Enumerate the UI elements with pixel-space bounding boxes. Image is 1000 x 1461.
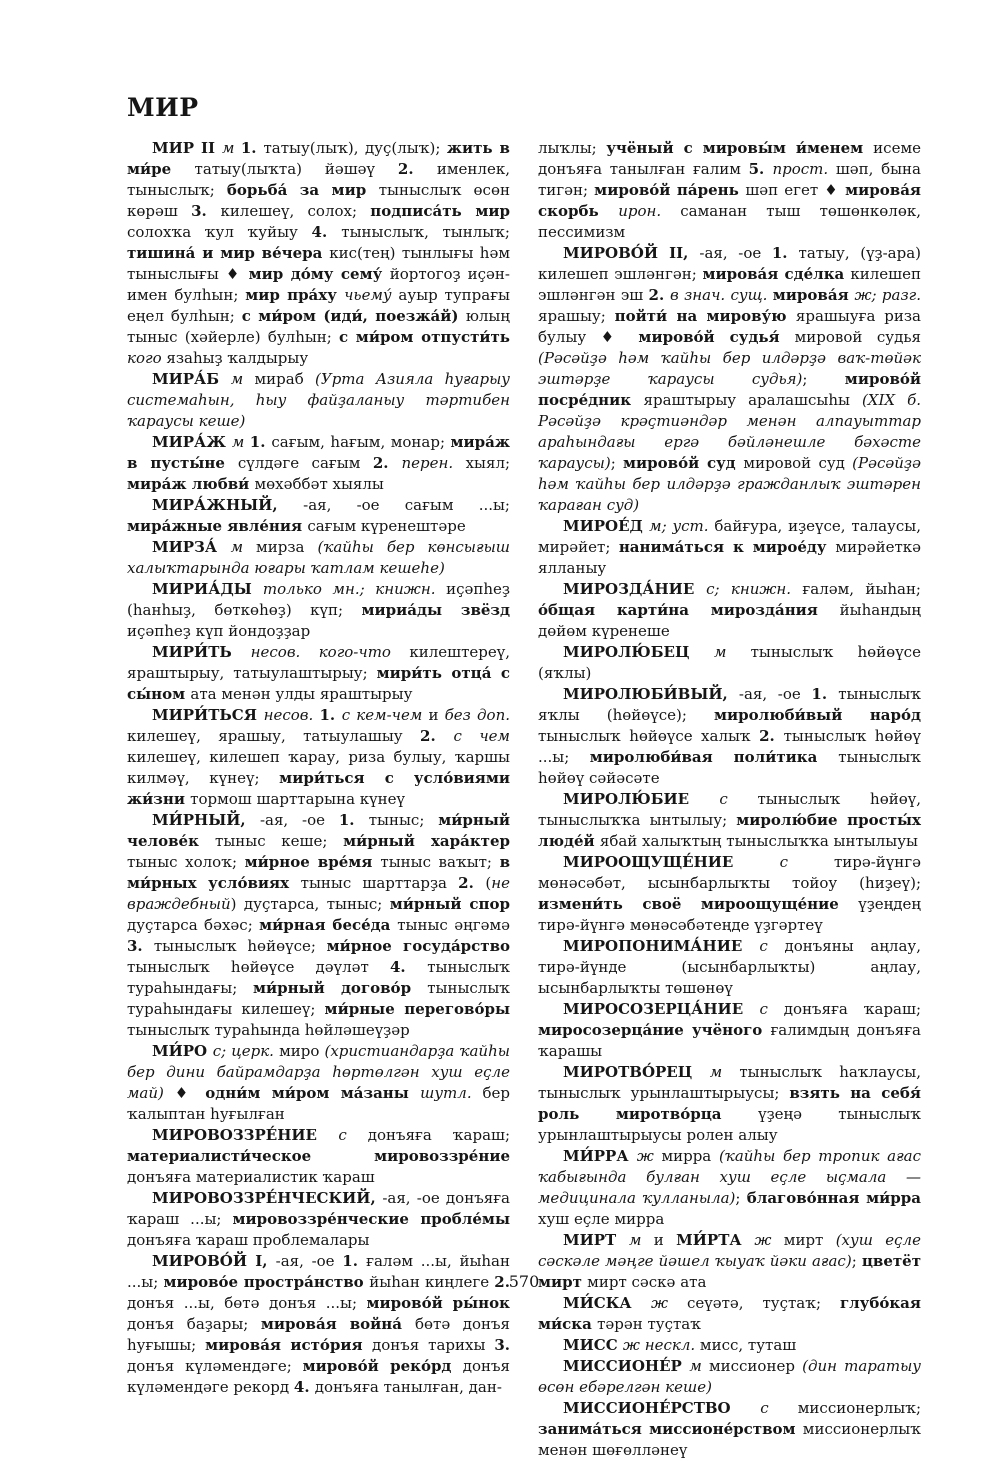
dictionary-entry bbox=[127, 495, 510, 537]
dictionary-entry bbox=[538, 999, 921, 1062]
entry-text-run: 2. bbox=[372, 454, 402, 472]
entry-text-run: борьба́ за мир bbox=[226, 181, 379, 199]
entry-text-run: ми́рный догово́р bbox=[253, 979, 428, 997]
entry-text-run: тыныслыҡ өсөн көрәш bbox=[127, 181, 510, 220]
entry-text-run: ; bbox=[735, 1189, 747, 1207]
entry-text-run: -ая, -ое bbox=[275, 1252, 343, 1270]
entry-text-run: донъя тарихы bbox=[372, 1336, 495, 1354]
entry-text-run: МИРТ bbox=[563, 1231, 630, 1249]
entry-text-run: йортогоҙ иҫән-имен булһын; bbox=[127, 265, 510, 304]
entry-text-run: ғалимдың донъяға ҡарашы bbox=[538, 1021, 921, 1060]
entry-text-run: татыу(лыҡта) йәшәү bbox=[194, 160, 398, 178]
entry-text-run: үҙеңдең тирә-йүнгә мөнәсәбәтеңде үҙгәртеү bbox=[538, 895, 921, 934]
entry-text-run: МИ́СКА bbox=[563, 1294, 651, 1312]
dictionary-entry bbox=[538, 1356, 921, 1398]
entry-text-run: донъя күләмендәге; bbox=[127, 1357, 303, 1375]
entry-text-run: мирова́я сде́лка bbox=[702, 265, 851, 283]
entry-text-run: мира́жные явле́ния bbox=[127, 517, 308, 535]
entry-text-run: килешеү, килешеп ҡарау, риза булыу, ҡаршы килмәү, күнеү; bbox=[127, 748, 510, 787]
dictionary-entry bbox=[127, 138, 510, 369]
entry-text-run: 2. bbox=[458, 874, 486, 892]
entry-text-run: юлың тыныс (хәйерле) булһын; bbox=[127, 307, 510, 346]
entry-text-run: миссионер bbox=[708, 1357, 803, 1375]
dictionary-entry bbox=[538, 579, 921, 642]
entry-text-run: байғура, иҙеүсе, талаусы, мирәйет; bbox=[538, 517, 921, 556]
entry-text-run: үҙеңә тыныслыҡ урынлаштырыусы ролен алыу bbox=[538, 1105, 921, 1144]
entry-text-run: 5. bbox=[748, 160, 773, 178]
entry-text-run: и bbox=[428, 706, 445, 724]
entry-text-run: МИРЗА́ bbox=[152, 538, 231, 556]
dictionary-entry bbox=[127, 432, 510, 495]
entry-text-run: мирово́й реко́рд bbox=[302, 1357, 463, 1375]
entry-text-run: тыныслыҡ һөйөүсе; bbox=[153, 937, 327, 955]
entry-text-run: с кем-чем bbox=[341, 706, 429, 724]
entry-text-run: ми́рные перегово́ры bbox=[324, 1000, 510, 1018]
entry-text-run: килештереү, яраштырыу, татыулаштырыу; bbox=[127, 643, 510, 682]
entry-text-run: ми́рный спор bbox=[389, 895, 510, 913]
entry-text-run: бөтә донъя һуғышы; bbox=[127, 1315, 510, 1354]
entry-text-run: тыныслыҡ һөйөүсе (яҡлы) bbox=[538, 643, 921, 682]
entry-text-run: мириа́ды звёзд bbox=[361, 601, 510, 619]
entry-text-run: саманан тыш төшөнкөлөк, пессимизм bbox=[538, 202, 921, 241]
entry-text-run: донъя күләмендәге рекорд bbox=[127, 1357, 510, 1396]
entry-text-run: татыу, (үҙ-ара) килешеп эшләнгән; bbox=[538, 244, 921, 283]
entry-text-run: цветёт мирт bbox=[538, 1252, 922, 1291]
entry-text-run: мөхәббәт хыялы bbox=[254, 475, 384, 493]
entry-text-run: (дин таратыу өсөн ебәрелгән кеше) bbox=[538, 1357, 921, 1396]
entry-text-run: (хуш еҫле сәскәле мәңге йәшел ҡыуаҡ йәки ағас) bbox=[538, 1231, 921, 1270]
dictionary-entry bbox=[127, 1041, 510, 1125]
entry-text-run: тыныслыҡ һөйөүсе дәүләт bbox=[127, 958, 390, 976]
entry-text-run: м bbox=[689, 1357, 709, 1375]
entry-text-run: мирт bbox=[783, 1231, 836, 1249]
entry-text-run: МИССИОНЕ́РСТВО bbox=[563, 1399, 761, 1417]
page-number: 570 bbox=[508, 1272, 540, 1291]
entry-text-run: ♦ bbox=[163, 1084, 206, 1102]
entry-text-run: 3. bbox=[191, 202, 221, 220]
entry-text-run: ( bbox=[485, 874, 492, 892]
entry-text-run: исеме донъяға танылған ғалим bbox=[538, 139, 921, 178]
dictionary-entry bbox=[127, 642, 510, 705]
entry-text-run: тыныслыҡ һөйөүсе халыҡ bbox=[538, 727, 760, 745]
entry-text-run: яраштырыу аралашсыһы bbox=[643, 391, 862, 409]
entry-text-run: МИРООЩУЩЕ́НИЕ bbox=[563, 853, 780, 871]
entry-text-run: тишина́ и мир ве́чера bbox=[127, 244, 330, 262]
page-header: МИР bbox=[127, 93, 199, 122]
entry-text-run: МИ́РРА bbox=[563, 1147, 637, 1165]
entry-text-run: мира́ж в пусты́не bbox=[127, 433, 510, 472]
entry-text-run: материалисти́ческое мировоззре́ние bbox=[127, 1147, 510, 1165]
entry-text-run: мирово́й посре́дник bbox=[538, 370, 921, 409]
entry-text-run: 1. bbox=[338, 811, 369, 829]
entry-text-run: ми́рное вре́мя bbox=[244, 853, 381, 871]
entry-text-run: ми́рное госуда́рство bbox=[326, 937, 511, 955]
entry-text-run: 2. bbox=[759, 727, 784, 745]
entry-text-run: тыныслыҡ һөйөү сәйәсәте bbox=[538, 748, 921, 787]
entry-text-run: ярашыу; bbox=[538, 307, 615, 325]
entry-text-run: одни́м ми́ром ма́заны bbox=[205, 1084, 421, 1102]
entry-text-run: МИРОСОЗЕРЦА́НИЕ bbox=[563, 1000, 760, 1018]
dictionary-entry bbox=[538, 936, 921, 999]
entry-text-run: тыныслыҡ тураһындағы; bbox=[127, 958, 510, 997]
entry-text-run: донъяға материалистик ҡараш bbox=[127, 1168, 375, 1186]
entry-text-run: с bbox=[338, 1126, 368, 1144]
entry-text-run: о́бщая карти́на мирозда́ния bbox=[538, 601, 840, 619]
text-columns bbox=[127, 138, 921, 1461]
entry-text-run: миролю́бие просты́х люде́й bbox=[538, 811, 922, 850]
entry-text-run: МИРА́ЖНЫЙ, bbox=[152, 496, 304, 514]
entry-text-run: ж; разг. bbox=[854, 286, 921, 304]
dictionary-entry bbox=[538, 1062, 921, 1146]
entry-text-run: МИРОТВО́РЕЦ bbox=[563, 1063, 710, 1081]
entry-text-run: тыныслыҡ һөйөү, тыныслыҡҡа ынтылыу; bbox=[538, 790, 921, 829]
entry-text-run: МИРОЛЮ́БИЕ bbox=[563, 790, 720, 808]
entry-text-run: сеүәтә, туҫтаҡ; bbox=[686, 1294, 840, 1312]
entry-text-run: ; bbox=[851, 1252, 862, 1270]
dictionary-entry bbox=[127, 537, 510, 579]
entry-text-run: МИСС bbox=[563, 1336, 623, 1354]
entry-text-run: килешеү, ярашыу, татыулашыу bbox=[127, 727, 421, 745]
entry-text-run: мира́ж любви́ bbox=[127, 475, 255, 493]
entry-text-run: прост. bbox=[772, 160, 836, 178]
entry-text-run: мирово́й судья́ bbox=[638, 328, 795, 346]
entry-text-run: МИРОЛЮ́БЕЦ bbox=[563, 643, 715, 661]
entry-text-run: измени́ть своё мироощуще́ние bbox=[538, 895, 859, 913]
entry-text-run: мирра bbox=[661, 1147, 719, 1165]
entry-text-run: МИРОВО́Й II, bbox=[563, 244, 700, 262]
dictionary-entry bbox=[538, 138, 921, 243]
dictionary-entry bbox=[127, 579, 510, 642]
entry-text-run: с bbox=[779, 853, 834, 871]
entry-text-run: 2. bbox=[648, 286, 670, 304]
entry-text-run: чьему́ bbox=[344, 286, 399, 304]
entry-text-run: донъя ...ы, бөтә донъя ...ы; bbox=[127, 1294, 367, 1312]
entry-text-run: миролюби́вый наро́д bbox=[714, 706, 922, 724]
entry-text-run: хыял; bbox=[465, 454, 511, 472]
entry-text-run: м bbox=[221, 139, 241, 157]
entry-text-run: ябай халыҡтың тыныслыҡҡа ынтылыуы bbox=[599, 832, 918, 850]
entry-text-run: с ми́ром (иди́, поезжа́й) bbox=[241, 307, 466, 325]
entry-text-run: 2. bbox=[494, 1273, 510, 1291]
entry-text-run: сүлдәге сағым bbox=[237, 454, 373, 472]
entry-text-run: иҫәпһеҙ күп йондоҙҙар bbox=[127, 622, 311, 640]
dictionary-entry bbox=[538, 789, 921, 852]
entry-text-run: тәрән туҫтаҡ bbox=[597, 1315, 702, 1333]
entry-text-run: МИ́РО bbox=[152, 1042, 213, 1060]
entry-text-run: ауыр тупрағы еңел булһын; bbox=[127, 286, 510, 325]
entry-text-run: учёный с мировы́м и́менем bbox=[606, 139, 874, 157]
entry-text-run: мирово́й па́рень bbox=[594, 181, 746, 199]
dictionary-entry bbox=[127, 369, 510, 432]
entry-text-run: 2. bbox=[397, 160, 437, 178]
entry-text-run: МИРИ́ТЬСЯ bbox=[152, 706, 264, 724]
entry-text-run: пойти́ на мирову́ю bbox=[614, 307, 796, 325]
entry-text-run: ж bbox=[636, 1147, 662, 1165]
entry-text-run: м bbox=[629, 1231, 654, 1249]
entry-text-run: донъяға ҡараш; bbox=[367, 1126, 511, 1144]
entry-text-run: мирово́й ры́нок bbox=[366, 1294, 510, 1312]
right-column bbox=[538, 138, 921, 1461]
dictionary-entry bbox=[538, 1335, 921, 1356]
entry-text-run: (ҡайһы бер көнсығыш халыҡтарында юғары ҡатлам кешеһе) bbox=[127, 538, 511, 577]
entry-text-run: МИССИОНЕ́Р bbox=[563, 1357, 690, 1375]
entry-text-run: мировой суд bbox=[743, 454, 853, 472]
entry-text-run: 1. bbox=[811, 685, 839, 703]
entry-text-run: жить в ми́ре bbox=[127, 139, 510, 178]
entry-text-run: не враждебный bbox=[127, 874, 511, 913]
entry-text-run: йыһан киңлеге bbox=[369, 1273, 495, 1291]
entry-text-run: 1. bbox=[319, 706, 342, 724]
entry-text-run: миссионерлыҡ менән шөғөлләнеү bbox=[538, 1420, 921, 1459]
entry-text-run: мир до́му сему́ bbox=[248, 265, 390, 283]
entry-text-run: мираб bbox=[254, 370, 315, 388]
entry-text-run: ж нескл. bbox=[622, 1336, 700, 1354]
entry-text-run: МИ́РНЫЙ, bbox=[152, 811, 260, 829]
entry-text-run: МИРОЗДА́НИЕ bbox=[563, 580, 707, 598]
entry-text-run: (Рәсәйҙә һәм ҡайһы бер илдәрҙә гражданлыҡ эштәрен ҡараған суд) bbox=[538, 454, 921, 514]
entry-text-run: с; книжн. bbox=[706, 580, 803, 598]
entry-text-run: ата менән улды яраштырыу bbox=[190, 685, 413, 703]
entry-text-run: ғаләм, йыһан; bbox=[802, 580, 921, 598]
entry-text-run: мирәйеткә ялланыу bbox=[538, 538, 921, 577]
entry-text-run: -ая, -ое bbox=[699, 244, 772, 262]
entry-text-run: язаһыҙ ҡалдырыу bbox=[166, 349, 309, 367]
entry-text-run: йыһандың дөйөм күренеше bbox=[538, 601, 921, 640]
entry-text-run: 1. bbox=[240, 139, 264, 157]
entry-text-run: м bbox=[714, 643, 751, 661]
entry-text-run: 4. bbox=[389, 958, 428, 976]
entry-text-run: с ми́ром отпусти́ть bbox=[339, 328, 510, 346]
entry-text-run: МИР II bbox=[152, 139, 222, 157]
entry-text-run: тыныслыҡ яҡлы (һөйөүсе); bbox=[538, 685, 921, 724]
entry-text-run: 1. bbox=[771, 244, 799, 262]
dictionary-entry bbox=[538, 1146, 921, 1230]
entry-text-run: тыныс; bbox=[368, 811, 439, 829]
entry-text-run: тыныс шарттарҙа bbox=[300, 874, 459, 892]
entry-text-run: ғаләм ...ы, йыһан ...ы; bbox=[127, 1252, 510, 1291]
entry-text-run: миро bbox=[279, 1042, 325, 1060]
entry-text-run: 4. bbox=[311, 223, 342, 241]
entry-text-run: миссионерлыҡ; bbox=[797, 1399, 921, 1417]
entry-text-run: с; церк. bbox=[212, 1042, 280, 1060]
entry-text-run: подписа́ть мир bbox=[370, 202, 511, 220]
entry-text-run: тыныс әңгәмә bbox=[397, 916, 511, 934]
dictionary-entry bbox=[127, 810, 510, 1041]
dictionary-entry bbox=[538, 1293, 921, 1335]
entry-text-run: ж bbox=[754, 1231, 784, 1249]
left-column bbox=[127, 138, 510, 1461]
entry-text-run: ми́рный хара́ктер bbox=[343, 832, 510, 850]
entry-text-run: 2. bbox=[420, 727, 454, 745]
dictionary-entry bbox=[538, 516, 921, 579]
entry-text-run: хуш еҫле мирра bbox=[538, 1210, 665, 1228]
entry-text-run: и bbox=[653, 1231, 677, 1249]
entry-text-run: занима́ться миссионе́рством bbox=[538, 1420, 803, 1438]
entry-text-run: кого bbox=[127, 349, 167, 367]
entry-text-run: МИРА́Б bbox=[152, 370, 231, 388]
entry-text-run: с чем bbox=[453, 727, 510, 745]
entry-text-run: сағым күренештәре bbox=[307, 517, 466, 535]
entry-text-run: донъяға ҡараш проблемалары bbox=[127, 1231, 370, 1249]
entry-text-run: тыныслыҡ тураһындағы килешеү; bbox=[127, 979, 511, 1018]
entry-text-run: с bbox=[760, 1399, 798, 1417]
entry-text-run: только мн.; книжн. bbox=[262, 580, 447, 598]
entry-text-run: лыҡлы; bbox=[538, 139, 607, 157]
entry-text-run: тыныслыҡ һаҡлаусы, тыныслыҡ урынлаштырыусы; bbox=[538, 1063, 921, 1102]
entry-text-run: ми́рный челове́к bbox=[127, 811, 510, 850]
entry-text-run: мирово́е простра́нство bbox=[163, 1273, 370, 1291]
entry-text-run: тыныслыҡ, тынлыҡ; bbox=[341, 223, 510, 241]
entry-text-run: солохҡа ҡул ҡуйыу bbox=[127, 223, 312, 241]
dictionary-entry bbox=[127, 705, 510, 810]
entry-text-run: МИРИА́ДЫ bbox=[152, 580, 263, 598]
entry-text-run: тыныс кеше; bbox=[215, 832, 344, 850]
entry-text-run: кис(тең) тынлығы һәм тыныслығы ♦ bbox=[127, 244, 510, 283]
entry-text-run: несов. кого-что bbox=[250, 643, 410, 661]
dictionary-entry bbox=[127, 1125, 510, 1188]
entry-text-run: бер ҡалыптан һуғылған bbox=[127, 1084, 510, 1123]
entry-text-run: несов. bbox=[263, 706, 320, 724]
entry-text-run: ирон. bbox=[618, 202, 681, 220]
entry-text-run: МИРИ́ТЬ bbox=[152, 643, 251, 661]
entry-text-run: шутл. bbox=[420, 1084, 483, 1102]
entry-text-run: тормош шарттарына күнеү bbox=[190, 790, 405, 808]
entry-text-run: 1. bbox=[249, 433, 272, 451]
entry-text-run: нанима́ться к мирое́ду bbox=[618, 538, 836, 556]
entry-text-run: -ая, -ое сағым ...ы; bbox=[303, 496, 510, 514]
entry-text-run: шәп егет ♦ bbox=[745, 181, 846, 199]
entry-text-run: донъяға танылған, дан- bbox=[314, 1378, 502, 1396]
entry-text-run: взять на себя́ роль миротво́рца bbox=[538, 1084, 921, 1123]
entry-text-run: тыныслыҡ тураһында һөйләшеүҙәр bbox=[127, 1021, 410, 1039]
entry-text-run: именлек, тыныслыҡ; bbox=[127, 160, 510, 199]
entry-text-run: МИРОЕ́Д bbox=[563, 517, 650, 535]
entry-text-run: ; bbox=[610, 454, 624, 472]
entry-text-run: мир пра́ху bbox=[245, 286, 345, 304]
entry-text-run: донъя баҙары; bbox=[127, 1315, 261, 1333]
entry-text-run: с bbox=[759, 1000, 784, 1018]
entry-text-run: (Рәсәйҙә һәм ҡайһы бер илдәрҙә ваҡ-төйәк эштәрҙе ҡараусы судья) bbox=[538, 349, 921, 388]
entry-text-run: в ми́рных усло́виях bbox=[127, 853, 511, 892]
entry-text-run: мирова́я исто́рия bbox=[205, 1336, 372, 1354]
entry-text-run: МИРОВО́Й I, bbox=[152, 1252, 276, 1270]
entry-text-run: татыу(лыҡ), дуҫ(лыҡ); bbox=[263, 139, 447, 157]
entry-text-run: килешеү, солох; bbox=[220, 202, 371, 220]
entry-text-run: шәп, бына тигән; bbox=[538, 160, 921, 199]
dictionary-entry bbox=[538, 1398, 921, 1461]
dictionary-entry bbox=[538, 642, 921, 684]
entry-text-run: миролюби́вая поли́тика bbox=[589, 748, 839, 766]
entry-text-run: ярашыуға риза булыу ♦ bbox=[538, 307, 921, 346]
entry-text-run: мирова́я bbox=[772, 286, 855, 304]
entry-text-run: м; уст. bbox=[649, 517, 715, 535]
entry-text-run: в знач. сущ. bbox=[670, 286, 773, 304]
entry-text-run: сағым, һағым, монар; bbox=[271, 433, 451, 451]
entry-text-run: тирә-йүнгә мөнәсәбәт, ысынбарлыҡты тойоу (һиҙеү); bbox=[538, 853, 921, 892]
entry-text-run: ми́рная бесе́да bbox=[259, 916, 398, 934]
entry-text-run: тыныслыҡ һөйөү ...ы; bbox=[538, 727, 921, 766]
entry-text-run: -ая, -ое bbox=[738, 685, 812, 703]
entry-text-run: ; bbox=[802, 370, 845, 388]
entry-text-run: миросозерца́ние учёного bbox=[538, 1021, 771, 1039]
entry-text-run: МИРОВОЗЗРЕ́НИЕ bbox=[152, 1126, 339, 1144]
entry-text-run: (ҡайһы бер тропик ағас ҡабығында булған хуш еҫле ыҫмала — медицинала ҡулланыла) bbox=[538, 1147, 921, 1207]
entry-text-run: дуҫтарса бәхәс; bbox=[127, 916, 260, 934]
entry-text-run: без доп. bbox=[444, 706, 510, 724]
entry-text-run: мировой судья bbox=[794, 328, 921, 346]
dictionary-entry bbox=[538, 243, 921, 516]
entry-text-run: мири́ть отца́ с сы́ном bbox=[127, 664, 510, 703]
entry-text-run: м bbox=[230, 538, 257, 556]
entry-text-run: (христиандарҙа ҡайһы бер дини байрамдарҙа һөртөлгән хуш еҫле май) bbox=[127, 1042, 510, 1102]
entry-text-run: ж bbox=[650, 1294, 687, 1312]
entry-text-run: мировоззре́нческие пробле́мы bbox=[232, 1210, 510, 1228]
entry-text-run: тыныс холоҡ; bbox=[127, 853, 245, 871]
entry-text-run: МИРОЛЮБИ́ВЫЙ, bbox=[563, 685, 739, 703]
entry-text-run: -ая, -ое bbox=[259, 811, 339, 829]
entry-text-run: 3. bbox=[494, 1336, 511, 1354]
entry-text-run: 4. bbox=[293, 1378, 315, 1396]
entry-text-run: МИРОПОНИМА́НИЕ bbox=[563, 937, 760, 955]
entry-text-run: иҫәпһеҙ (һанһыҙ, бөткөһөҙ) күп; bbox=[127, 580, 510, 619]
entry-text-run: донъяға ҡараш; bbox=[783, 1000, 921, 1018]
entry-text-run: 1. bbox=[342, 1252, 367, 1270]
entry-text-run: с bbox=[759, 937, 785, 955]
entry-text-run: ) дуҫтарса, тыныс; bbox=[230, 895, 390, 913]
entry-text-run: мирова́я скорбь bbox=[538, 181, 921, 220]
entry-text-run: мисс, туташ bbox=[699, 1336, 797, 1354]
entry-text-run: м bbox=[231, 433, 250, 451]
entry-text-run: килешеп эшләнгән эш bbox=[538, 265, 921, 304]
entry-text-run: МИРОВОЗЗРЕ́НЧЕСКИЙ, bbox=[152, 1189, 383, 1207]
entry-text-run: благово́нная ми́рра bbox=[746, 1189, 922, 1207]
entry-text-run: мирово́й суд bbox=[623, 454, 744, 472]
entry-text-run: мирова́я война́ bbox=[260, 1315, 415, 1333]
entry-text-run: (XIX б. Рәсәйҙә крәҫтиәндәр менән алпауыттар араһындағы ергә бәйләнешле бәхәсте ҡараусы) bbox=[538, 391, 922, 472]
dictionary-entry bbox=[538, 852, 921, 936]
entry-text-run: мирза bbox=[256, 538, 318, 556]
entry-text-run: (Урта Азияла һуғарыу системаһын, һыу файҙаланыу тәртибен ҡараусы кеше) bbox=[127, 370, 510, 430]
entry-text-run: тыныс ваҡыт; bbox=[380, 853, 500, 871]
dictionary-entry bbox=[538, 684, 921, 789]
entry-text-run: перен. bbox=[401, 454, 466, 472]
entry-text-run: МИ́РТА bbox=[676, 1231, 755, 1249]
entry-text-run: донъяны аңлау, тирә-йүнде (ысынбарлыҡты) аңлау, ысынбарлыҡты төшөнөү bbox=[538, 937, 921, 997]
entry-text-run: глубо́кая ми́ска bbox=[538, 1294, 921, 1333]
entry-text-run: мири́ться с усло́виями жи́зни bbox=[127, 769, 510, 808]
entry-text-run: м bbox=[709, 1063, 740, 1081]
entry-text-run: МИРА́Ж bbox=[152, 433, 232, 451]
entry-text-run: м bbox=[230, 370, 255, 388]
entry-text-run: -ая, -ое донъяға ҡараш ...ы; bbox=[127, 1189, 511, 1228]
entry-text-run: мирт сәскә ата bbox=[587, 1273, 707, 1291]
dictionary-entry bbox=[127, 1188, 510, 1251]
entry-text-run: 3. bbox=[127, 937, 154, 955]
entry-text-run: с bbox=[719, 790, 758, 808]
